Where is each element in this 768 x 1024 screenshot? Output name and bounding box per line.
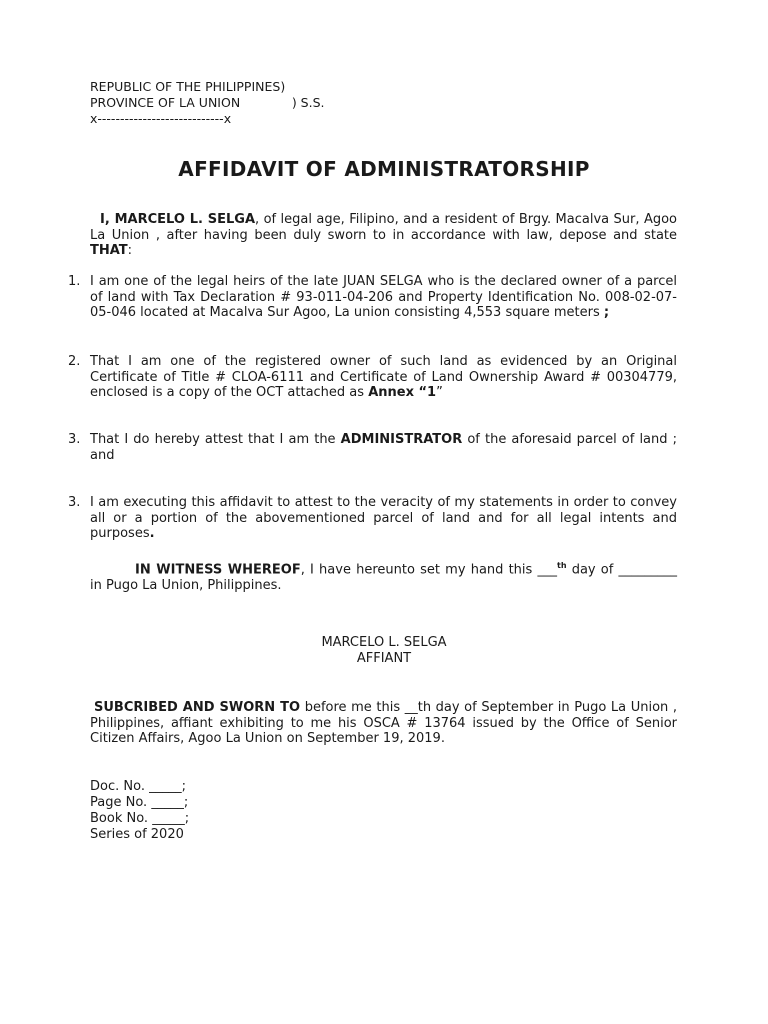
item-number: 3. bbox=[68, 495, 81, 510]
witness-text: day of _________ in Pugo La Union, Philippines. bbox=[90, 562, 678, 593]
intro-paragraph bbox=[90, 212, 677, 259]
jurat-bold: SUBCRIBED AND SWORN TO bbox=[94, 700, 301, 715]
intro-colon: : bbox=[127, 243, 133, 258]
statement-bold: ; bbox=[603, 305, 610, 320]
page-no: Page No. _____; bbox=[90, 795, 189, 810]
jurat-text: before me this __th day of September in Pugo La Union , Philippines, affiant exhibiting to me his OSCA # 13764 issued by the Office of Senior Citizen Affairs, Agoo La Union on September 19, 2019. bbox=[90, 700, 678, 746]
document-title: AFFIDAVIT OF ADMINISTRATORSHIP bbox=[178, 157, 590, 181]
item-number: 3. bbox=[68, 432, 81, 447]
affiant-label: AFFIANT bbox=[356, 651, 412, 666]
administrator-bold: ADMINISTRATOR bbox=[340, 432, 463, 447]
statement-item bbox=[90, 274, 677, 321]
intro-text: , of legal age, Filipino, and a resident of Brgy. Macalva Sur, Agoo La Union , after having been duly sworn to in accordance with law, depose and state bbox=[90, 212, 677, 243]
item-number: 1. bbox=[68, 274, 81, 289]
item-number: 2. bbox=[68, 354, 81, 369]
statement-text: I am executing this affidavit to attest to the veracity of my statements in order to convey all or a portion of the abovementioned parcel of land and for all legal intents and purposes bbox=[90, 495, 677, 541]
statement-item bbox=[90, 495, 677, 542]
affiant-name-bold: I, MARCELO L. SELGA bbox=[100, 212, 256, 227]
statement-text: That I do hereby attest that I am the bbox=[90, 432, 341, 447]
header-divider: x----------------------------x bbox=[90, 111, 232, 126]
statement-text: of the aforesaid parcel of land ; and bbox=[90, 432, 677, 463]
annex-quote: ” bbox=[436, 385, 443, 400]
ordinal-suffix: th bbox=[557, 561, 567, 570]
annex-bold: Annex “1 bbox=[368, 385, 437, 400]
doc-no: Doc. No. _____; bbox=[90, 779, 186, 794]
witness-paragraph bbox=[90, 558, 677, 593]
series: Series of 2020 bbox=[90, 827, 184, 842]
header-province: PROVINCE OF LA UNION ) S.S. bbox=[90, 95, 325, 110]
affiant-name: MARCELO L. SELGA bbox=[321, 635, 447, 650]
header-republic: REPUBLIC OF THE PHILIPPINES) bbox=[90, 79, 286, 94]
statement-bold: . bbox=[149, 526, 155, 541]
book-no: Book No. _____; bbox=[90, 811, 190, 826]
jurat-paragraph bbox=[90, 700, 677, 747]
that-bold: THAT bbox=[90, 243, 128, 258]
statement-item bbox=[90, 432, 677, 463]
witness-text: , I have hereunto set my hand this ___ bbox=[300, 562, 557, 578]
statement-text: I am one of the legal heirs of the late JUAN SELGA who is the declared owner of a parcel of land with Tax Declaration # 93-011-04-206 and Property Identification No. 008-02-07-05-046 located at Macalva Sur Agoo, La union consisting 4,553 square meters bbox=[90, 274, 677, 320]
statement-text: That I am one of the registered owner of such land as evidenced by an Original Certificate of Title # CLOA-6111 and Certificate of Land Ownership Award # 00304779, enclosed is a copy of the OCT attached as bbox=[90, 354, 677, 400]
witness-bold: IN WITNESS WHEREOF bbox=[135, 562, 301, 578]
statement-item bbox=[90, 354, 677, 401]
